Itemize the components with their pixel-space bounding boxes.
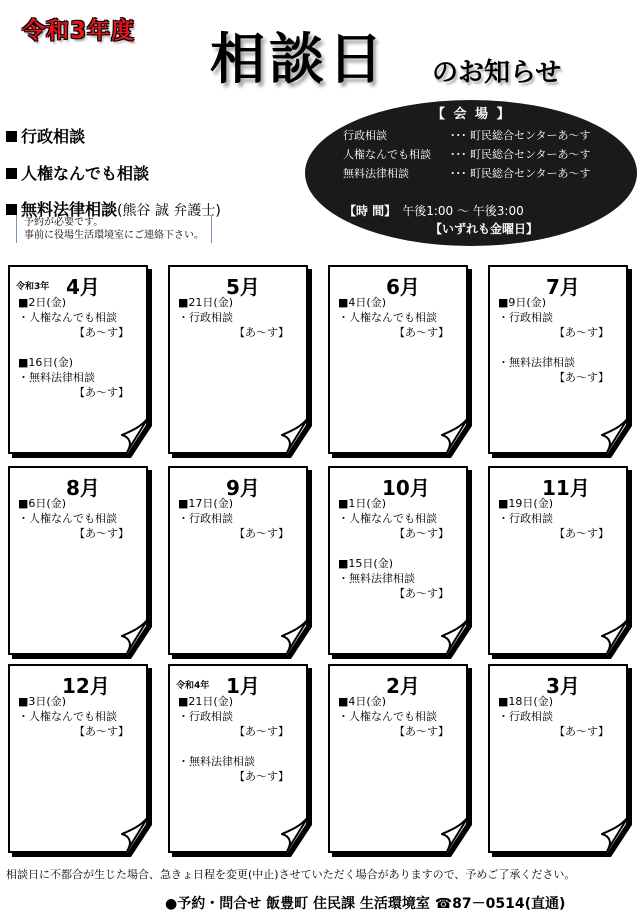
category-human-rights: 人権なんでも相談: [6, 161, 149, 184]
consultation-date: ■ 4日(金): [338, 295, 449, 310]
month-card: [168, 466, 312, 659]
consultation-venue: 【あ～す】: [394, 587, 449, 600]
consultation-date: ■ 16日(金): [18, 355, 129, 370]
page-curl-icon: [601, 816, 629, 852]
consultation-venue: 【あ～す】: [234, 326, 289, 339]
consultation-type: ・行政相談: [498, 710, 553, 723]
page-curl-icon: [281, 816, 309, 852]
month-card: [488, 466, 632, 659]
consultation-entry: [18, 496, 129, 541]
category-administrative: 行政相談: [6, 124, 85, 147]
consultation-date: ■ 3日(金): [18, 694, 129, 709]
venue-heading: 【 会 場 】: [432, 107, 512, 122]
month-label: 3月: [546, 674, 580, 698]
page-curl-icon: [281, 618, 309, 654]
square-bullet-icon: [6, 168, 17, 179]
consultation-entry: [178, 496, 289, 541]
consultation-venue: 【あ～す】: [234, 770, 289, 783]
consultation-venue: 【あ～す】: [74, 386, 129, 399]
fiscal-year-tag: 令和3年度: [22, 18, 136, 44]
page-curl-icon: [281, 417, 309, 453]
month-label: 11月: [542, 476, 590, 500]
venue-row: 無料法律相談 ･･･ 町民総合センターあ～す: [343, 167, 591, 180]
lawyer-name: (熊谷 誠 弁護士): [117, 203, 221, 219]
page-title: 相談日: [210, 27, 388, 91]
consultation-entry: [178, 754, 289, 784]
month-label: 6月: [386, 275, 420, 299]
consultation-entry: [178, 295, 289, 340]
time-row: 【時 間】 午後1:00 ～ 午後3:00: [344, 204, 524, 218]
consultation-entry: [498, 355, 609, 385]
consultation-date: ■ 4日(金): [338, 694, 449, 709]
consultation-type: ・人権なんでも相談: [18, 311, 117, 324]
consultation-venue: 【あ～す】: [234, 527, 289, 540]
venue-row: 行政相談 ･･･ 町民総合センターあ～す: [343, 129, 591, 142]
square-bullet-icon: [6, 131, 17, 142]
page-curl-icon: [441, 618, 469, 654]
day-note: 【いずれも金曜日】: [430, 222, 539, 236]
consultation-venue: 【あ～す】: [554, 527, 609, 540]
consultation-venue: 【あ～す】: [74, 527, 129, 540]
footnote: 相談日に不都合が生じた場合、急きょ日程を変更(中止)させていただく場合がありますので、予めご了承ください。: [6, 868, 576, 881]
consultation-type: ・行政相談: [178, 710, 233, 723]
consultation-venue: 【あ～す】: [554, 371, 609, 384]
consultation-venue: 【あ～す】: [74, 725, 129, 738]
page-curl-icon: [441, 417, 469, 453]
consultation-type: ・人権なんでも相談: [338, 710, 437, 723]
consultation-date: ■ 19日(金): [498, 496, 609, 511]
consultation-type: ・行政相談: [178, 512, 233, 525]
consultation-date: ■ 18日(金): [498, 694, 609, 709]
page-curl-icon: [121, 816, 149, 852]
page-curl-icon: [121, 417, 149, 453]
month-label: 4月: [66, 275, 100, 299]
consultation-type: ・無料法律相談: [178, 755, 255, 768]
month-label: 8月: [66, 476, 100, 500]
consultation-venue: 【あ～す】: [74, 326, 129, 339]
consultation-venue: 【あ～す】: [234, 725, 289, 738]
consultation-entry: [498, 694, 609, 739]
page-curl-icon: [601, 417, 629, 453]
consultation-type: ・人権なんでも相談: [18, 710, 117, 723]
consultation-type: ・行政相談: [498, 311, 553, 324]
consultation-date: ■ 1日(金): [338, 496, 449, 511]
consultation-entry: [18, 355, 129, 400]
consultation-date: ■ 15日(金): [338, 556, 449, 571]
month-label: 2月: [386, 674, 420, 698]
consultation-entry: [178, 694, 289, 739]
consultation-entry: [498, 496, 609, 541]
era-label: 令和3年: [16, 282, 50, 292]
month-label: 5月: [226, 275, 260, 299]
category-legal: 無料法律相談(熊谷 誠 弁護士): [6, 197, 221, 220]
consultation-date: ■ 17日(金): [178, 496, 289, 511]
consultation-date: ■ 21日(金): [178, 295, 289, 310]
consultation-venue: 【あ～す】: [394, 725, 449, 738]
consultation-venue: 【あ～す】: [394, 527, 449, 540]
month-card: [488, 265, 632, 458]
consultation-type: ・人権なんでも相談: [18, 512, 117, 525]
month-card: [8, 664, 152, 857]
consultation-type: ・行政相談: [178, 311, 233, 324]
consultation-date: ■ 9日(金): [498, 295, 609, 310]
month-card: [328, 664, 472, 857]
month-card: [168, 265, 312, 458]
consultation-entry: [18, 694, 129, 739]
month-label: 10月: [382, 476, 430, 500]
month-label: 1月: [226, 674, 260, 698]
era-label: 令和4年: [176, 681, 210, 691]
consultation-type: ・無料法律相談: [498, 356, 575, 369]
month-card: [8, 265, 152, 458]
consultation-type: ・無料法律相談: [18, 371, 95, 384]
consultation-venue: 【あ～す】: [554, 326, 609, 339]
month-label: 9月: [226, 476, 260, 500]
consultation-entry: [498, 295, 609, 340]
consultation-date: ■ 2日(金): [18, 295, 129, 310]
month-card: [328, 466, 472, 659]
month-card: [328, 265, 472, 458]
month-label: 12月: [62, 674, 110, 698]
consultation-entry: [338, 556, 449, 601]
venue-row: 人権なんでも相談 ･･･ 町民総合センターあ～す: [343, 148, 591, 161]
consultation-entry: [18, 295, 129, 340]
consultation-type: ・行政相談: [498, 512, 553, 525]
consultation-venue: 【あ～す】: [554, 725, 609, 738]
consultation-entry: [338, 295, 449, 340]
consultation-date: ■ 6日(金): [18, 496, 129, 511]
month-card: [488, 664, 632, 857]
consultation-type: ・無料法律相談: [338, 572, 415, 585]
page-curl-icon: [601, 618, 629, 654]
month-label: 7月: [546, 275, 580, 299]
month-card: [8, 466, 152, 659]
reservation-note: 予約が必要です。 事前に役場生活環境室にご連絡下さい。: [16, 215, 212, 243]
consultation-entry: [338, 496, 449, 541]
month-card: [168, 664, 312, 857]
square-bullet-icon: [6, 204, 17, 215]
consultation-type: ・人権なんでも相談: [338, 512, 437, 525]
consultation-type: ・人権なんでも相談: [338, 311, 437, 324]
consultation-venue: 【あ～す】: [394, 326, 449, 339]
page-curl-icon: [121, 618, 149, 654]
consultation-entry: [338, 694, 449, 739]
page-subtitle: のお知らせ: [432, 58, 562, 88]
consultation-date: ■ 21日(金): [178, 694, 289, 709]
contact-info: ●予約・問合せ 飯豊町 住民課 生活環境室 ☎87－0514(直通): [165, 896, 566, 912]
page-curl-icon: [441, 816, 469, 852]
